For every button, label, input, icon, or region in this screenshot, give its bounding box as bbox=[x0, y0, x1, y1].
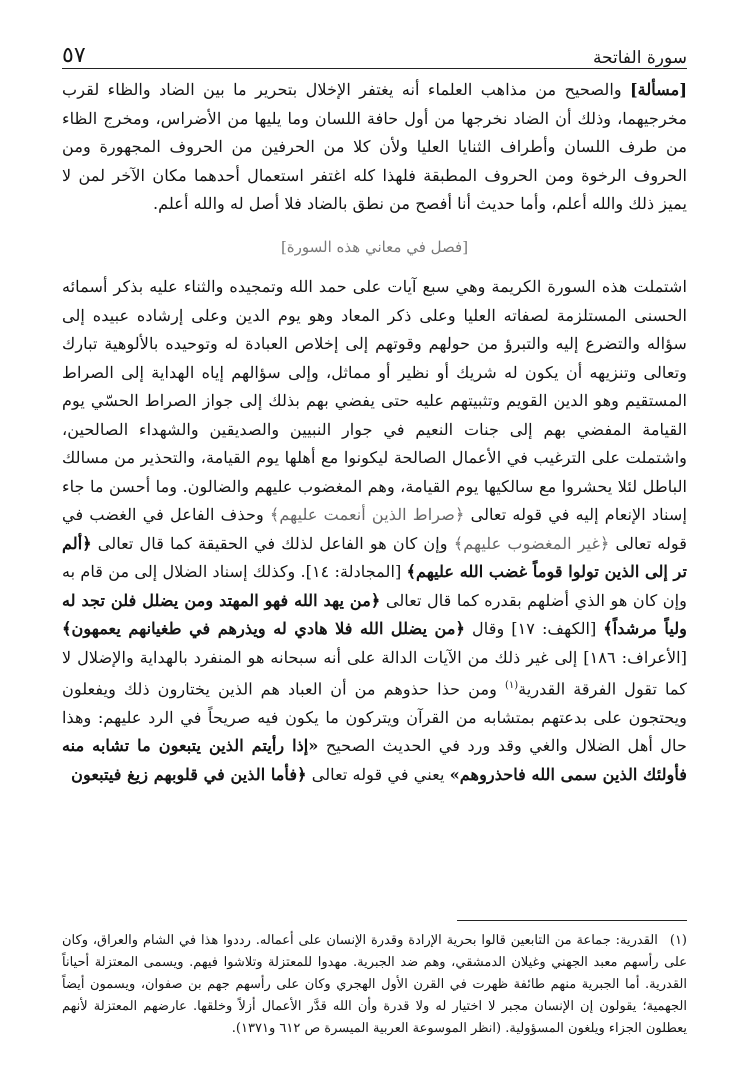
text-segment: [المجادلة: ١٤]. وكذلك إسناد الضلال إلى من قام به وإن كان هو الذي أضلهم بقدره كما قال تعالى bbox=[62, 562, 687, 610]
text-segment: وإن كان هو الفاعل لذلك في الحقيقة كما قال تعالى bbox=[91, 533, 454, 553]
footnote-reference[interactable]: (١) bbox=[504, 680, 519, 691]
main-text bbox=[62, 76, 687, 789]
text-segment: ومن حذا حذوهم من أن العباد هم الذين يختارون ذلك ويفعلون ويحتجون على بدعتهم بمتشابه من القرآن ويتركون ما يكون فيه صريحاً في الرد عليهم: وهذا حال أهل الضلال والغي وقد ورد في الحديث الصحيح bbox=[62, 679, 687, 756]
text-segment: [الأعراف: ١٨٦] إلى غير ذلك من الآيات الدالة على أنه سبحانه هو المنفرد بالهداية والإضلال لا كما تقول الفرقة القدرية bbox=[62, 647, 687, 699]
page-header bbox=[62, 34, 687, 68]
text-segment: اشتملت هذه السورة الكريمة وهي سبع آيات على حمد الله وتمجيده والثناء عليه بذكر أسمائه الحسنى المستلزمة لصفاته العليا وعلى ذكر المعاد وهو يوم الدين وعلى إرشاده عبيده إلى سؤاله والتضرع إليه والتبرؤ من حولهم وقوتهم إلى إخلاص العبادة له وتوحيده بالألوهية تبارك وتعالى وتنزيهه أن يكون له شريك أو نظير أو مماثل، وإلى سؤالهم إياه الهداية إلى الصراط المستقيم وهو الدين القويم وتثبيتهم عليه حتى يفضي بهم بذلك إلى جواز الصراط الحسّي يوم القيامة المفضي بهم إلى جنات النعيم في جوار النبيين والصديقين والشهداء الصالحين، واشتملت على الترغيب في الأعمال الصالحة ليكونوا مع أهلها يوم القيامة، والتحذير من مسالك الباطل لئلا يحشروا مع سالكيها يوم القيامة، وهم المغضوب عليهم والضالون. وما أحسن ما جاء إسناد الإنعام إليه في قوله تعالى bbox=[62, 277, 687, 524]
quran-verse: ﴿غير المغضوب عليهم﴾ bbox=[453, 533, 610, 553]
footnote-text: القدرية: جماعة من التابعين قالوا بحرية الإرادة وقدرة الإنسان على أعماله. رددوا هذا في الشام والعراق، وكان على رأسهم معبد الجهني وغيلان الدمشقي، وهم ضد الجبرية. مهدوا للمعتزلة وتلاشوا فيهم. ويسمى المعتزلة أحياناً القدرية. أما الجبرية منهم طائفة ظهرت في القرن الأول الهجري وكان على رأسهم جهم بن صفوان، ويسمون أيضاً الجهمية؛ يقولون إن الإنسان مجبر لا اختيار له ولا قدرة وأن الله قدَّر الأعمال أزلاً وخلقها. عارضهم المعتزلة لأنهم يعطلون الجزاء ويلغون المسؤولية. (انظر الموسوعة العربية الميسرة ص ٦١٢ و١٣٧١). bbox=[62, 933, 687, 1036]
body-paragraph bbox=[62, 273, 687, 789]
page-number: ٥٧ bbox=[62, 43, 86, 68]
quran-verse: ﴿من يهد الله فهو المهتد ومن يضلل فلن تجد له ولياً مرشداً﴾ bbox=[62, 590, 687, 638]
hadith-quote: «إذا رأيتم الذين يتبعون ما تشابه منه فأولئك الذين سمى الله فاحذروهم» bbox=[62, 736, 687, 784]
masala-label: [مسألة] bbox=[630, 80, 687, 99]
quran-verse: ﴿صراط الذين أنعمت عليهم﴾ bbox=[269, 505, 465, 524]
header-divider bbox=[62, 68, 687, 69]
quran-verse: ﴿ألم تر إلى الذين تولوا قوماً غضب الله عليهم﴾ bbox=[62, 533, 687, 581]
text-segment: وحذف الفاعل في الغضب في قوله تعالى bbox=[62, 505, 687, 553]
section-heading: [فصل في معاني هذه السورة] bbox=[280, 237, 469, 256]
quran-verse: ﴿من يضلل الله فلا هادي له ويذرهم في طغيانهم يعمهون﴾ bbox=[62, 619, 466, 638]
masala-text: والصحيح من مذاهب العلماء أنه يغتفر الإخلال بتحرير ما بين الضاد والظاء لقرب مخرجيهما، وذلك أن الضاد نخرجها من أول حافة اللسان وما يليها من الأضراس، ومخرج الظاء من طرف اللسان وأطراف الثنايا العليا ولأن كلا من الحرفين من الحروف المجهورة ومن الحروف الرخوة ومن الحروف المطبقة فلهذا كله اغتفر استعمال أحدهما مكان الآخر لمن لا يميز ذلك والله أعلم، وأما حديث أنا أفصح من نطق بالضاد فلا أصل له والله أعلم. bbox=[62, 80, 687, 213]
masala-paragraph bbox=[62, 76, 687, 219]
footnote-divider bbox=[457, 920, 687, 921]
text-segment: يعني في قوله تعالى bbox=[306, 764, 450, 784]
footnote-number: (١) bbox=[669, 933, 687, 948]
text-segment: [الكهف: ١٧] وقال bbox=[465, 619, 604, 638]
footnote bbox=[62, 930, 687, 1040]
quran-verse: ﴿فأما الذين في قلوبهم زيغ فيتبعون bbox=[71, 764, 307, 784]
running-title: سورة الفاتحة bbox=[592, 48, 687, 68]
